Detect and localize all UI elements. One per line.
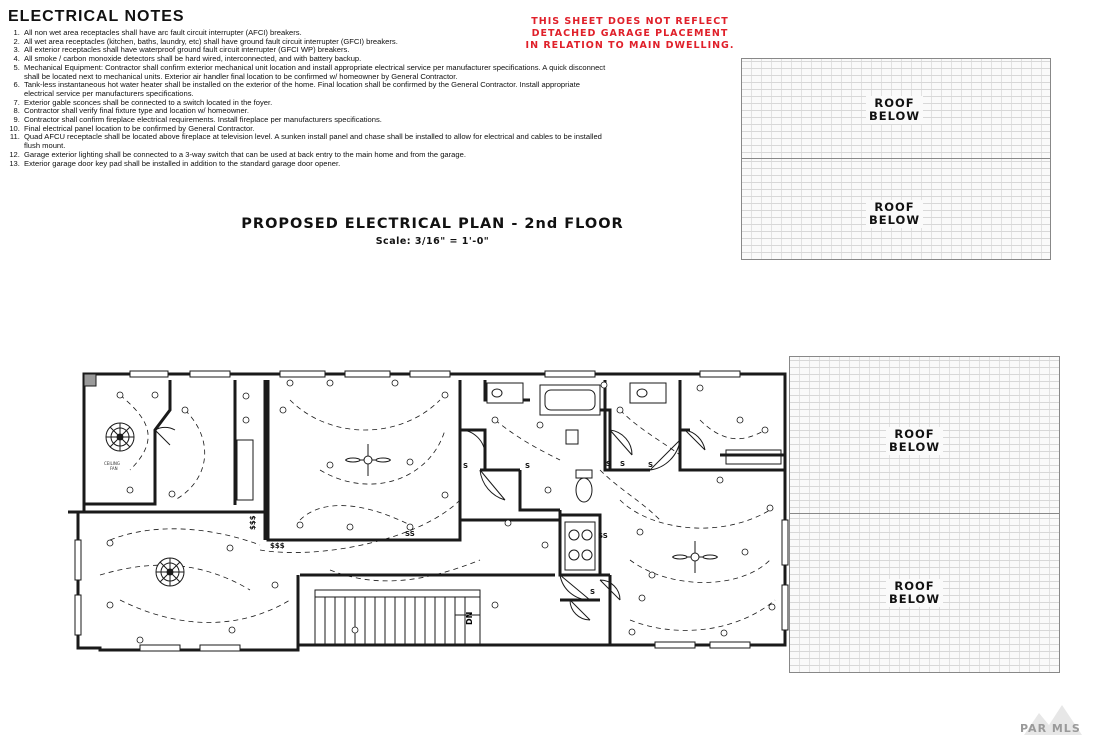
bath-fixtures xyxy=(237,383,781,570)
note-item: 2. All wet area receptacles (kitchen, baths, laundry, etc) shall have ground fault circuit interrupter (GFCI) breakers. xyxy=(22,38,608,47)
switch-label: S xyxy=(463,462,469,470)
switch-label: SS xyxy=(598,532,608,540)
ceiling-fan-icon xyxy=(106,423,134,451)
switch-label: SS xyxy=(405,530,415,538)
note-item: 11. Quad AFCU receptacle shall be located above fireplace at television level. A sunken install panel and chase shall be installed to allow for electrical and cables to be installed flush mount. xyxy=(22,133,608,150)
ceiling-fan-label: FAN xyxy=(110,466,118,471)
watermark-text: PAR MLS xyxy=(1020,722,1081,735)
switch-label: $$$ xyxy=(249,515,257,530)
plan-scale: Scale: 3/16" = 1'-0" xyxy=(375,236,490,247)
note-item: 10. Final electrical panel location to be confirmed by General Contractor. xyxy=(22,125,608,134)
notes-heading: ELECTRICAL NOTES xyxy=(8,8,185,25)
stair-dn-label: DN xyxy=(465,611,474,625)
switch-label: $$$ xyxy=(270,542,285,550)
roof-label: ROOF BELOW xyxy=(886,579,943,607)
ceiling-fan-label: CEILING xyxy=(104,461,120,466)
note-item: 6. Tank-less instantaneous hot water heater shall be installed on the exterior of the home. Final location shall be confirmed by the General Contractor. Install appropriate electrical service per manufacturers specifications. xyxy=(22,81,608,98)
roof-label: ROOF BELOW xyxy=(886,427,943,455)
watermark-logo xyxy=(1014,695,1092,747)
note-item: 13. Exterior garage door key pad shall be installed in addition to the standard garage door opener. xyxy=(22,160,608,169)
warning-line: THIS SHEET DOES NOT REFLECT xyxy=(531,16,729,27)
plan-title: PROPOSED ELECTRICAL PLAN - 2nd FLOOR xyxy=(241,216,624,232)
warning-line: DETACHED GARAGE PLACEMENT xyxy=(531,28,729,39)
roof-label: ROOF BELOW xyxy=(866,96,923,124)
switch-label: S xyxy=(590,588,596,596)
plan-walls xyxy=(68,374,785,650)
ceiling-fan-icon xyxy=(345,444,391,476)
note-item: 9. Contractor shall confirm fireplace electrical requirements. Install fireplace per manufacturers specifications. xyxy=(22,116,608,125)
note-item: 7. Exterior gable sconces shall be connected to a switch located in the foyer. xyxy=(22,99,608,108)
note-item: 12. Garage exterior lighting shall be connected to a 3-way switch that can be used at back entry to the main home and from the garage. xyxy=(22,151,608,160)
warning-line: IN RELATION TO MAIN DWELLING. xyxy=(525,40,735,51)
note-item: 8. Contractor shall verify final fixture type and location w/ homeowner. xyxy=(22,107,608,116)
roof-label: ROOF BELOW xyxy=(866,200,923,228)
ceiling-fan-icon xyxy=(672,541,718,573)
note-item: 4. All smoke / carbon monoxide detectors shall be hard wired, interconnected, and with battery backup. xyxy=(22,55,608,64)
staircase xyxy=(315,590,480,645)
switch-label: S xyxy=(525,462,531,470)
switch-label: S xyxy=(620,460,626,468)
note-item: 3. All exterior receptacles shall have waterproof ground fault circuit interrupter (GFCI WP) breakers. xyxy=(22,46,608,55)
note-item: 5. Mechanical Equipment: Contractor shall confirm exterior mechanical unit location and install appropriate electrical service per manufacturer specifications. A quick disconnect shall be located next to mechanical units. Exterior air handler final location to be confirmed w/ homeowner by General Contractor. xyxy=(22,64,608,81)
switch-label: S xyxy=(606,460,612,468)
switch-label: S xyxy=(648,461,654,469)
note-item: 1. All non wet area receptacles shall have arc fault circuit interrupter (AFCI) breakers. xyxy=(22,29,608,38)
ceiling-fan-icon xyxy=(156,558,184,586)
